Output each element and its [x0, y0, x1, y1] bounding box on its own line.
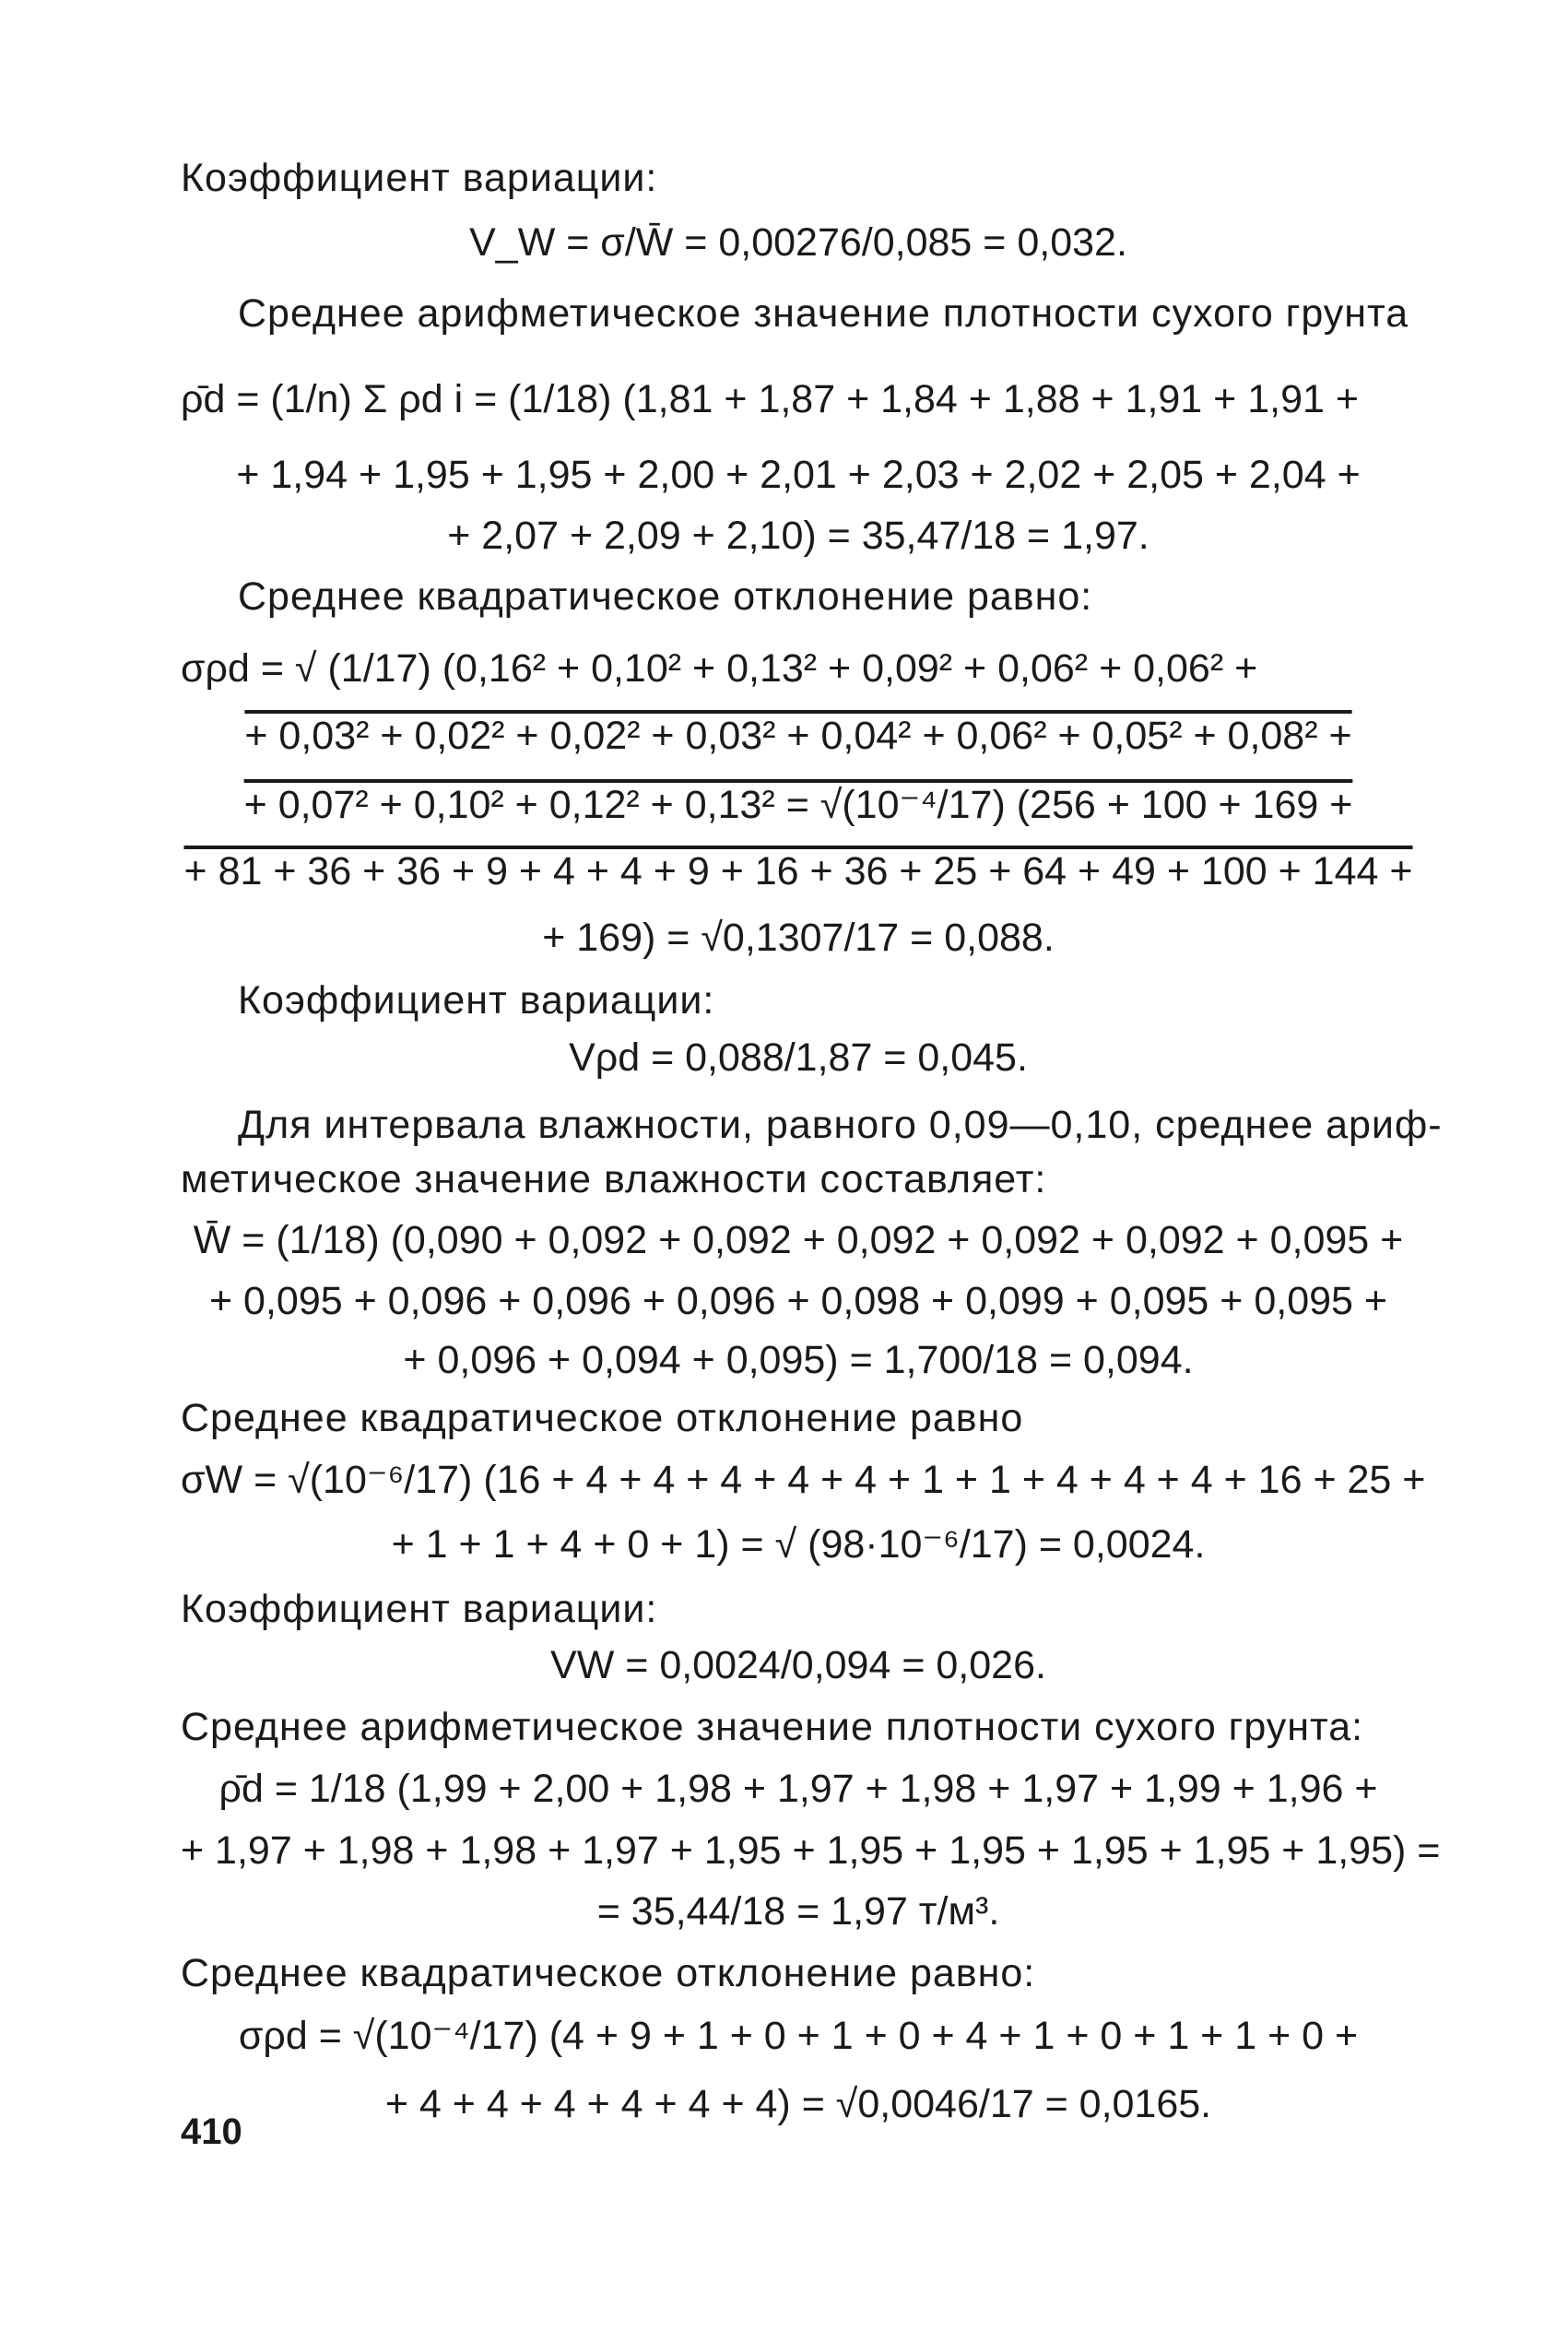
formula-line: ρ̄d = (1/n) Σ ρd i = (1/18) (1,81 + 1,87 + 1,84 + 1,88 + 1,91 + 1,91 + [181, 377, 1359, 421]
formula-line: + 0,096 + 0,094 + 0,095) = 1,700/18 = 0,094. [403, 1338, 1194, 1382]
formula-line: σρd = √ (1/17) (0,16² + 0,10² + 0,13² + 0,09² + 0,06² + 0,06² + [181, 646, 1258, 691]
text-line: Коэффициент вариации: [181, 156, 658, 200]
text-line: Среднее квадратическое отклонение равно [181, 1396, 1024, 1440]
formula-line: VW = 0,0024/0,094 = 0,026. [550, 1643, 1046, 1687]
text-line: Среднее арифметическое значение плотности сухого грунта [238, 291, 1409, 336]
text-line: Для интервала влажности, равного 0,09—0,10, среднее ариф- [238, 1103, 1443, 1147]
formula-line: + 4 + 4 + 4 + 4 + 4 + 4) = √0,0046/17 = 0,0165. [384, 2082, 1212, 2126]
formula-line: ρ̄d = 1/18 (1,99 + 2,00 + 1,98 + 1,97 + 1,98 + 1,97 + 1,99 + 1,96 + [218, 1767, 1378, 1811]
formula-line: V_W = σ/W̄ = 0,00276/0,085 = 0,032. [469, 220, 1127, 265]
formula-line: + 0,03² + 0,02² + 0,02² + 0,03² + 0,04² + 0,06² + 0,05² + 0,08² + [244, 714, 1352, 758]
formula-line: = 35,44/18 = 1,97 т/м³. [596, 1889, 1000, 1934]
formula-line: + 169) = √0,1307/17 = 0,088. [542, 916, 1055, 960]
text-line: Среднее квадратическое отклонение равно: [181, 1951, 1036, 1995]
formula-line: W̄ = (1/18) (0,090 + 0,092 + 0,092 + 0,092 + 0,092 + 0,092 + 0,095 + [193, 1218, 1404, 1262]
formula-line: + 81 + 36 + 36 + 9 + 4 + 4 + 9 + 16 + 36 + 25 + 64 + 49 + 100 + 144 + [183, 849, 1413, 893]
text-line: Среднее квадратическое отклонение равно: [238, 574, 1093, 619]
text-line: метическое значение влажности составляет: [181, 1157, 1047, 1201]
formula-line: + 1,97 + 1,98 + 1,98 + 1,97 + 1,95 + 1,95 + 1,95 + 1,95 + 1,95 + 1,95) = [181, 1828, 1441, 1873]
formula-line: Vρd = 0,088/1,87 = 0,045. [569, 1035, 1028, 1080]
formula-line: + 0,07² + 0,10² + 0,12² + 0,13² = √(10⁻⁴/17) (256 + 100 + 169 + [243, 783, 1353, 827]
page-number: 410 [181, 2111, 242, 2152]
formula-line: σW = √(10⁻⁶/17) (16 + 4 + 4 + 4 + 4 + 4 + 1 + 1 + 4 + 4 + 4 + 16 + 25 + [181, 1458, 1426, 1502]
text-line: Коэффициент вариации: [181, 1587, 658, 1631]
text-line: Среднее арифметическое значение плотности сухого грунта: [181, 1705, 1364, 1749]
formula-line: + 0,095 + 0,096 + 0,096 + 0,096 + 0,098 + 0,099 + 0,095 + 0,095 + [209, 1279, 1387, 1323]
formula-line: + 2,07 + 2,09 + 2,10) = 35,47/18 = 1,97. [447, 514, 1149, 558]
formula-line: + 1 + 1 + 4 + 0 + 1) = √ (98·10⁻⁶/17) = 0,0024. [391, 1522, 1206, 1567]
formula-line: σρd = √(10⁻⁴/17) (4 + 9 + 1 + 0 + 1 + 0 + 4 + 1 + 0 + 1 + 1 + 0 + [238, 2014, 1359, 2058]
formula-line: + 1,94 + 1,95 + 1,95 + 2,00 + 2,01 + 2,03 + 2,02 + 2,05 + 2,04 + [236, 453, 1361, 497]
text-line: Коэффициент вариации: [238, 978, 715, 1023]
